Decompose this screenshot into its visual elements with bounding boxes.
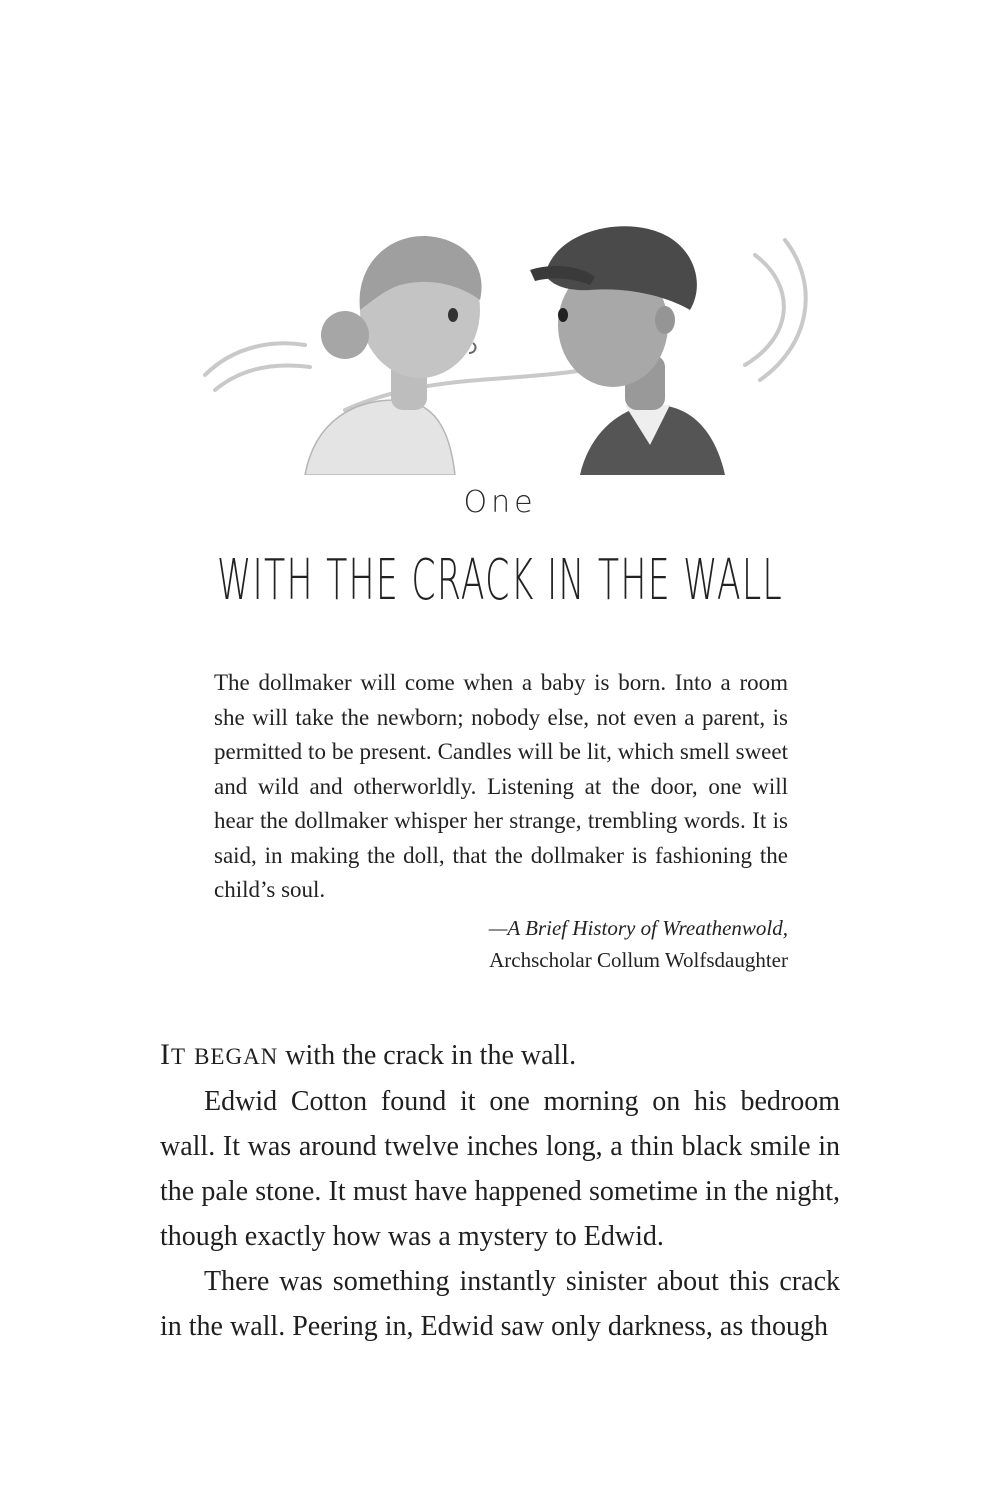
girl-figure [305,236,482,475]
body-paragraph-3: There was something instantly sinister about this crack in the wall. Peering in, Edwid saw only darkness, as though [160,1266,840,1342]
epigraph [214,666,788,908]
two-children-illustration [195,215,815,475]
lead-first-letter: I [160,1038,171,1071]
body-paragraph-2: Edwid Cotton found it one morning on his bedroom wall. It was around twelve inches long, a thin black smile in the pale stone. It must have happened sometime in the night, though exactly how was a mystery to Edwid. [160,1086,840,1252]
chapter-number: One [463,485,537,520]
epigraph-author: Archscholar Collum Wolfsdaughter [489,948,788,972]
epigraph-attribution [489,912,788,976]
lead-caps-1: T [171,1044,187,1069]
boy-figure [530,226,725,475]
chapter-title: WITH THE CRACK IN THE WALL [216,548,784,613]
lead-in [160,1040,278,1071]
epigraph-text: The dollmaker will come when a baby is born. Into a room she will take the newborn; nobody else, not even a parent, is permitted to be present. Candles will be lit, which smell sweet and wild and otherworldly. Listening at the door, one will hear the dollmaker whisper her strange, trembling words. It is said, in making the doll, that the dollmaker is fashioning the child’s soul. [214,670,788,902]
chapter-body [160,1032,840,1349]
wind-swirl-left [205,343,310,390]
paragraph-1-rest: with the crack in the wall. [278,1040,577,1071]
epigraph-source: —A Brief History of Wreathenwold, [488,916,788,940]
lead-caps-2: BEGAN [194,1044,279,1069]
body-paragraph-1 [160,1032,840,1079]
